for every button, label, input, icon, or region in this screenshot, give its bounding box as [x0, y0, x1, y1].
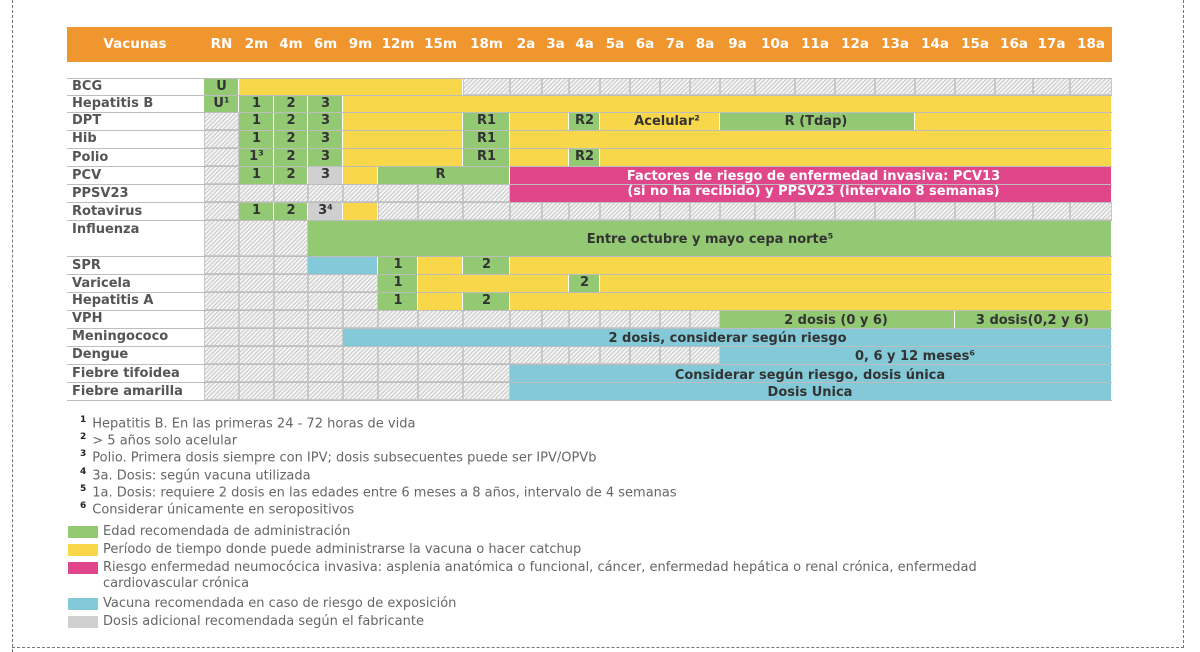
dose-label: 1	[393, 293, 403, 308]
row-divider	[67, 256, 1112, 257]
empty-cell	[510, 310, 542, 328]
legend-swatch-magenta	[68, 562, 98, 574]
empty-cell	[600, 346, 630, 364]
dose-label: 2	[286, 149, 296, 164]
age-header-11a: 11a	[801, 36, 829, 52]
empty-cell	[378, 310, 418, 328]
legend-swatch-blue	[68, 598, 98, 610]
empty-cell	[239, 220, 274, 256]
footnote-2-text: > 5 años solo acelular	[92, 433, 238, 449]
empty-cell	[239, 328, 274, 346]
empty-cell	[660, 202, 690, 220]
row-divider	[67, 148, 1112, 149]
empty-cell	[239, 292, 274, 310]
dose-label: 1	[251, 113, 262, 128]
empty-cell	[274, 292, 308, 310]
vph-three-doses-text: 3 dosis(0,2 y 6)	[975, 313, 1090, 328]
row-divider	[67, 274, 1112, 275]
schedule-cell	[418, 256, 463, 274]
row-divider	[67, 78, 1112, 79]
schedule-cell	[510, 148, 569, 166]
dose-label: 2	[286, 96, 296, 111]
dose-label: U¹	[213, 96, 230, 111]
legend-swatch-gray	[68, 616, 98, 628]
empty-cell	[204, 148, 239, 166]
empty-cell	[308, 382, 343, 400]
age-header-12m: 12m	[381, 36, 415, 52]
empty-cell	[600, 202, 630, 220]
empty-cell	[418, 310, 463, 328]
footnote-1-mark: 1	[80, 415, 87, 425]
empty-cell	[795, 202, 835, 220]
row-label-hepatitis-a: Hepatitis A	[72, 293, 154, 308]
empty-cell	[204, 328, 239, 346]
empty-cell	[204, 112, 239, 130]
legend-text-magenta-line-1: Riesgo enfermedad neumocócica invasiva: asplenia anatómica o funcional, cáncer, enfermedad hepática o renal crónica, enfermedad	[103, 560, 977, 575]
row-divider	[67, 328, 1112, 329]
dose-label: 1	[393, 275, 403, 290]
row-divider	[67, 95, 1112, 96]
empty-cell	[835, 202, 875, 220]
schedule-cell	[600, 148, 1112, 166]
empty-cell	[378, 346, 418, 364]
schedule-cell	[343, 112, 463, 130]
row-label-spr: SPR	[72, 258, 101, 273]
age-header-6m: 6m	[313, 36, 338, 52]
empty-cell	[630, 346, 660, 364]
empty-cell	[274, 274, 308, 292]
empty-cell	[308, 274, 343, 292]
schedule-cell	[343, 202, 378, 220]
empty-cell	[630, 202, 660, 220]
empty-cell	[542, 310, 569, 328]
footnote-4-text: 3a. Dosis: según vacuna utilizada	[92, 468, 311, 484]
empty-cell	[1033, 78, 1070, 95]
empty-cell	[463, 382, 510, 400]
empty-cell	[463, 202, 510, 220]
empty-cell	[875, 202, 915, 220]
empty-cell	[204, 346, 239, 364]
meningococo-text: 2 dosis, considerar según riesgo	[608, 331, 847, 346]
empty-cell	[875, 78, 915, 95]
empty-cell	[690, 78, 720, 95]
footnote-2-mark: 2	[80, 432, 87, 442]
footnote-6	[80, 501, 354, 517]
empty-cell	[418, 202, 463, 220]
empty-cell	[510, 202, 542, 220]
vaccines-header-label: Vacunas	[103, 36, 167, 52]
dose-label: R1	[476, 113, 497, 128]
dose-label: R2	[574, 149, 595, 164]
fiebre-tifoidea-text: Considerar según riesgo, dosis única	[674, 368, 946, 383]
empty-cell	[308, 310, 343, 328]
dose-label: 2	[481, 293, 492, 308]
age-header-RN: RN	[210, 36, 233, 52]
row-label-rotavirus: Rotavirus	[72, 204, 143, 219]
dose-label: 1³	[249, 149, 264, 164]
age-header-18m: 18m	[470, 36, 503, 52]
empty-cell	[274, 310, 308, 328]
row-label-ppsv23: PPSV23	[72, 186, 129, 201]
row-divider	[67, 166, 1112, 167]
empty-cell	[630, 78, 660, 95]
empty-cell	[343, 274, 378, 292]
empty-cell	[542, 78, 569, 95]
legend-text-magenta-line-2: cardiovascular crónica	[103, 576, 250, 591]
footnote-3-text: Polio. Primera dosis siempre con IPV; dosis subsecuentes puede ser IPV/OPVb	[92, 450, 597, 466]
empty-cell	[418, 184, 463, 202]
row-label-dpt: DPT	[72, 113, 102, 128]
empty-cell	[600, 310, 630, 328]
age-header-4m: 4m	[279, 36, 303, 52]
legend-text-yellow: Período de tiempo donde puede administrarse la vacuna o hacer catchup	[103, 542, 582, 557]
dose-label: 1	[251, 203, 262, 218]
dose-label: 3	[320, 131, 331, 146]
empty-cell	[274, 328, 308, 346]
empty-cell	[463, 310, 510, 328]
schedule-cell	[418, 274, 569, 292]
age-header-2a: 2a	[516, 36, 536, 52]
row-divider	[67, 202, 1112, 203]
empty-cell	[720, 78, 755, 95]
empty-cell	[308, 292, 343, 310]
empty-cell	[995, 202, 1033, 220]
dose-label: 3⁴	[318, 203, 333, 218]
row-label-hepatitis-b: Hepatitis B	[72, 96, 154, 111]
empty-cell	[204, 166, 239, 184]
row-divider	[67, 364, 1112, 365]
empty-cell	[1070, 78, 1112, 95]
footnote-1	[80, 415, 415, 431]
schedule-cell	[600, 274, 1112, 292]
empty-cell	[308, 328, 343, 346]
pcv-risk-text-line-2: (si no ha recibido) y PPSV23 (intervalo 8 semanas)	[627, 184, 1000, 199]
empty-cell	[274, 184, 308, 202]
age-header-17a: 17a	[1037, 36, 1066, 52]
empty-cell	[204, 382, 239, 400]
footnote-5-mark: 5	[80, 484, 87, 494]
schedule-cell	[343, 148, 463, 166]
footnote-6-mark: 6	[80, 501, 87, 511]
footnote-2	[80, 432, 237, 448]
dose-label: 2	[286, 131, 296, 146]
empty-cell	[239, 184, 274, 202]
age-header-4a: 4a	[575, 36, 594, 52]
empty-cell	[343, 184, 378, 202]
dose-label: R1	[476, 149, 497, 164]
empty-cell	[510, 78, 542, 95]
vph-two-doses-text: 2 dosis (0 y 6)	[784, 313, 888, 328]
empty-cell	[378, 364, 418, 382]
empty-cell	[755, 202, 795, 220]
dose-label: 1	[393, 257, 403, 272]
age-header-10a: 10a	[761, 36, 789, 52]
empty-cell	[274, 346, 308, 364]
legend-text-gray: Dosis adicional recomendada según el fabricante	[103, 614, 424, 629]
footnote-4	[80, 467, 311, 483]
empty-cell	[343, 310, 378, 328]
empty-cell	[239, 382, 274, 400]
footnote-5	[80, 484, 677, 500]
dose-label: 1	[251, 131, 262, 146]
dose-label: R1	[476, 131, 497, 146]
empty-cell	[308, 364, 343, 382]
age-header-16a: 16a	[1000, 36, 1028, 52]
dpt-tdap-text: R (Tdap)	[784, 114, 848, 129]
age-header-14a: 14a	[921, 36, 949, 52]
empty-cell	[274, 364, 308, 382]
empty-cell	[630, 310, 660, 328]
dose-label: 1	[251, 167, 262, 182]
age-header-9a: 9a	[728, 36, 747, 52]
empty-cell	[569, 346, 600, 364]
dose-label: 1	[251, 96, 262, 111]
age-header-3a: 3a	[546, 36, 565, 52]
row-label-polio: Polio	[72, 150, 109, 165]
age-header-6a: 6a	[635, 36, 655, 52]
schedule-cell	[915, 112, 1112, 130]
empty-cell	[378, 382, 418, 400]
dpt-acelular-text: Acelular²	[634, 114, 700, 129]
schedule-cell	[510, 256, 1112, 274]
legend-text-blue: Vacuna recomendada en caso de riesgo de exposición	[103, 596, 457, 611]
empty-cell	[463, 78, 510, 95]
row-divider	[67, 292, 1112, 293]
footnote-5-text: 1a. Dosis: requiere 2 dosis en las edades entre 6 meses a 8 años, intervalo de 4 semanas	[92, 485, 677, 501]
dose-label: 3	[320, 149, 331, 164]
empty-cell	[239, 364, 274, 382]
empty-cell	[274, 382, 308, 400]
empty-cell	[343, 382, 378, 400]
row-label-varicela: Varicela	[72, 276, 131, 291]
age-header-15m: 15m	[424, 36, 457, 52]
footnote-4-mark: 4	[80, 467, 87, 477]
footnote-3	[80, 449, 596, 465]
empty-cell	[569, 202, 600, 220]
age-header-7a: 7a	[665, 36, 685, 52]
schedule-cell	[510, 292, 1112, 310]
age-header-13a: 13a	[881, 36, 909, 52]
empty-cell	[418, 346, 463, 364]
row-label-fiebre-tifoidea: Fiebre tifoidea	[72, 366, 180, 381]
fiebre-amarilla-text: Dosis Unica	[767, 385, 853, 400]
influenza-text: Entre octubre y mayo cepa norte⁵	[586, 232, 834, 247]
empty-cell	[720, 202, 755, 220]
empty-cell	[343, 364, 378, 382]
empty-cell	[915, 202, 955, 220]
schedule-cell	[418, 292, 463, 310]
empty-cell	[204, 130, 239, 148]
empty-cell	[510, 346, 542, 364]
empty-cell	[343, 346, 378, 364]
dose-label: 2	[286, 203, 296, 218]
empty-cell	[274, 256, 308, 274]
age-header-9m: 9m	[348, 36, 373, 52]
dose-label: R	[435, 167, 446, 182]
empty-cell	[569, 310, 600, 328]
empty-cell	[690, 346, 720, 364]
row-label-fiebre-amarilla: Fiebre amarilla	[72, 384, 183, 399]
row-divider	[67, 112, 1112, 113]
row-label-hib: Hib	[72, 131, 97, 146]
empty-cell	[955, 202, 995, 220]
empty-cell	[204, 310, 239, 328]
schedule-cell	[510, 130, 1112, 148]
empty-cell	[995, 78, 1033, 95]
empty-cell	[542, 202, 569, 220]
empty-cell	[463, 184, 510, 202]
legend-text-green: Edad recomendada de administración	[103, 524, 351, 539]
empty-cell	[660, 346, 690, 364]
row-label-dengue: Dengue	[72, 347, 129, 362]
hepb-catchup	[343, 95, 1112, 112]
row-label-meningococo: Meningococo	[72, 329, 169, 344]
spr-risk	[308, 256, 378, 274]
footnote-3-mark: 3	[80, 449, 87, 459]
dose-label: 2	[579, 275, 590, 290]
pcv-risk-text-line-1: Factores de riesgo de enfermedad invasiva: PCV13	[626, 169, 1001, 184]
row-divider	[67, 400, 1112, 401]
empty-cell	[378, 184, 418, 202]
age-header-15a: 15a	[961, 36, 989, 52]
empty-cell	[660, 78, 690, 95]
dose-label: 2	[481, 257, 492, 272]
empty-cell	[239, 256, 274, 274]
empty-cell	[418, 382, 463, 400]
dose-label: R2	[574, 113, 595, 128]
dose-label: 2	[286, 167, 296, 182]
empty-cell	[378, 202, 418, 220]
empty-cell	[274, 220, 308, 256]
age-header-12a: 12a	[841, 36, 869, 52]
empty-cell	[915, 78, 955, 95]
age-header-2m: 2m	[244, 36, 269, 52]
empty-cell	[204, 202, 239, 220]
row-label-vph: VPH	[72, 311, 103, 326]
dose-label: U	[216, 79, 227, 94]
empty-cell	[1033, 202, 1070, 220]
empty-cell	[690, 310, 720, 328]
row-divider	[67, 310, 1112, 311]
empty-cell	[239, 274, 274, 292]
legend-swatch-yellow	[68, 544, 98, 556]
schedule-cell	[343, 166, 378, 184]
empty-cell	[463, 364, 510, 382]
empty-cell	[239, 346, 274, 364]
dose-label: 3	[320, 96, 331, 111]
empty-cell	[204, 364, 239, 382]
empty-cell	[239, 310, 274, 328]
empty-cell	[308, 346, 343, 364]
footnote-1-text: Hepatitis B. En las primeras 24 - 72 horas de vida	[92, 416, 416, 432]
empty-cell	[343, 292, 378, 310]
row-label-pcv: PCV	[72, 168, 102, 183]
empty-cell	[955, 78, 995, 95]
empty-cell	[204, 292, 239, 310]
row-label-bcg: BCG	[72, 79, 103, 94]
empty-cell	[204, 220, 239, 256]
dose-label: 3	[320, 113, 331, 128]
empty-cell	[755, 78, 795, 95]
empty-cell	[204, 184, 239, 202]
age-header-5a: 5a	[605, 36, 625, 52]
empty-cell	[418, 364, 463, 382]
schedule-cell	[343, 130, 463, 148]
row-divider	[67, 130, 1112, 131]
empty-cell	[204, 274, 239, 292]
row-label-influenza: Influenza	[72, 222, 140, 237]
dose-label: 2	[286, 113, 296, 128]
empty-cell	[569, 78, 600, 95]
row-divider	[67, 346, 1112, 347]
empty-cell	[542, 346, 569, 364]
schedule-cell	[510, 112, 569, 130]
empty-cell	[463, 346, 510, 364]
empty-cell	[308, 184, 343, 202]
dengue-text: 0, 6 y 12 meses⁶	[854, 349, 976, 364]
legend-swatch-green	[68, 526, 98, 538]
age-header-18a: 18a	[1077, 36, 1105, 52]
footnote-6-text: Considerar únicamente en seropositivos	[92, 502, 355, 518]
age-header-8a: 8a	[695, 36, 715, 52]
empty-cell	[835, 78, 875, 95]
empty-cell	[204, 256, 239, 274]
empty-cell	[690, 202, 720, 220]
row-divider	[67, 220, 1112, 221]
empty-cell	[600, 78, 630, 95]
dose-label: 3	[320, 167, 331, 182]
empty-cell	[660, 310, 690, 328]
empty-cell	[795, 78, 835, 95]
bcg-catchup	[239, 78, 463, 95]
empty-cell	[1070, 202, 1112, 220]
